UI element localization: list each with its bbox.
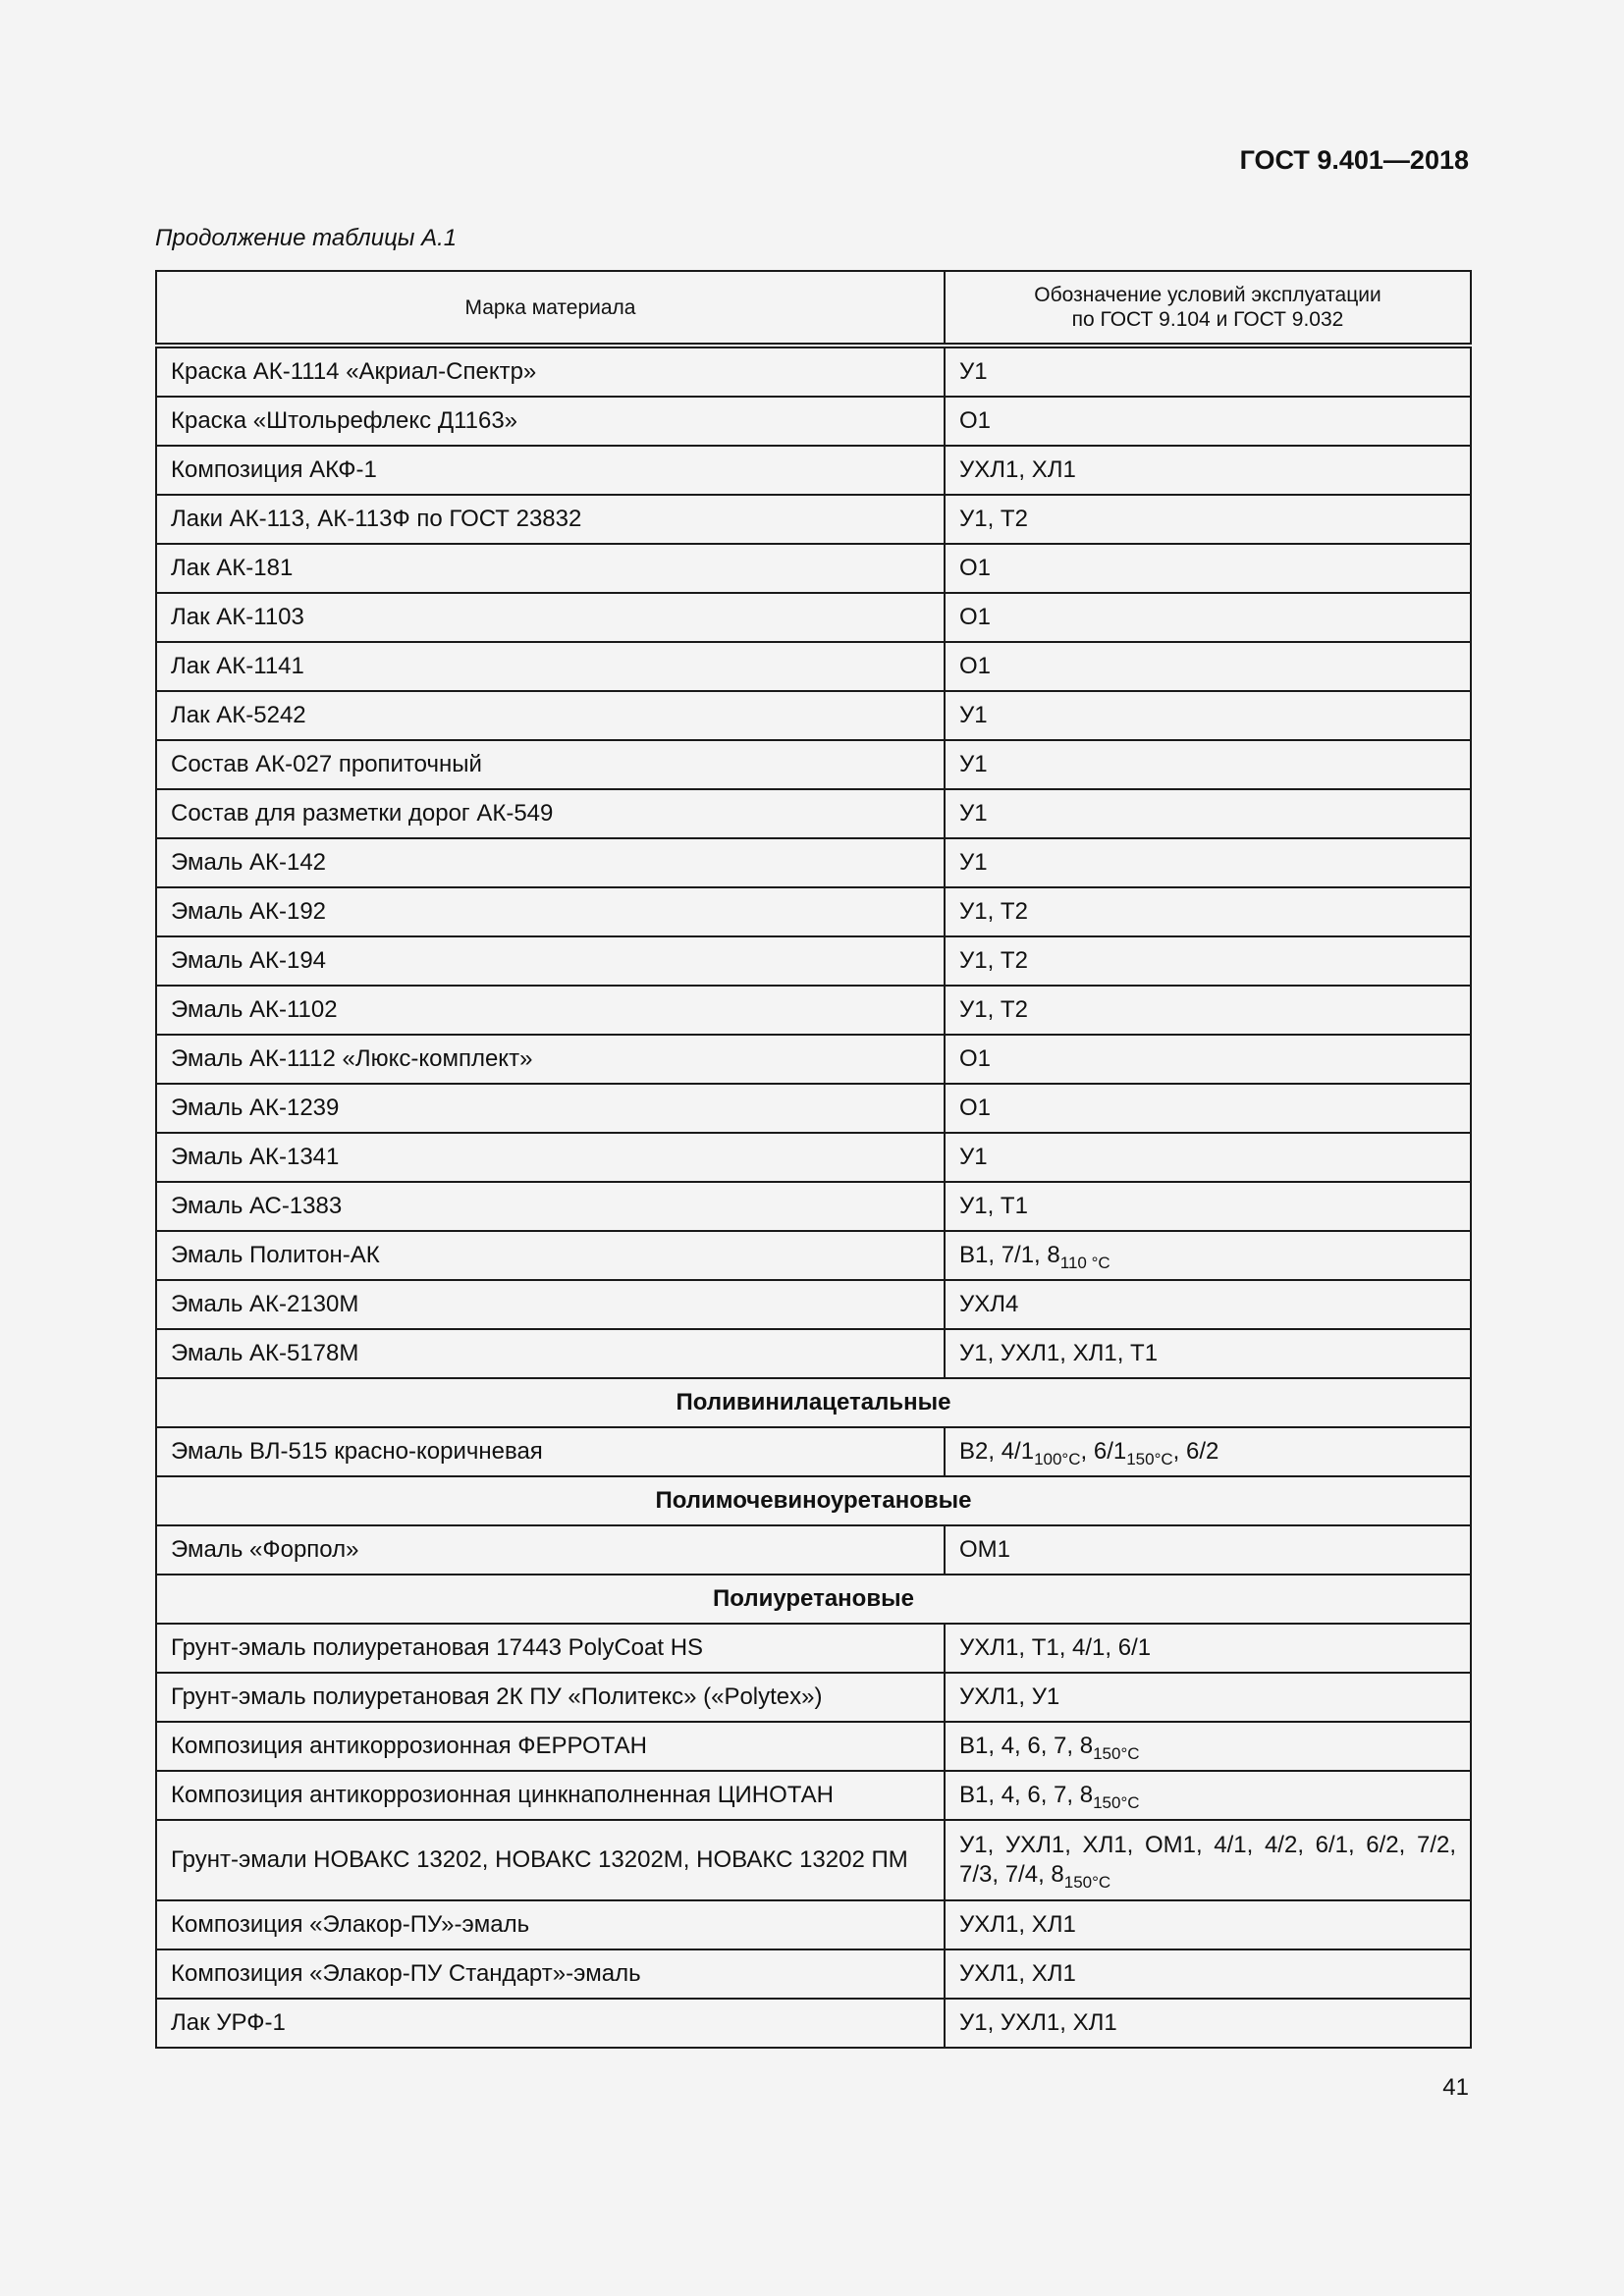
table-row	[156, 397, 1471, 446]
conditions-cell	[945, 1427, 1471, 1476]
table-row	[156, 1329, 1471, 1378]
material-cell: Лак АК-1141	[156, 642, 945, 691]
column-header-material: Марка материала	[156, 271, 945, 346]
conditions-cell	[945, 1771, 1471, 1820]
conditions-cell	[945, 642, 1471, 691]
condition-text: О1	[959, 653, 992, 679]
conditions-cell	[945, 838, 1471, 887]
conditions-cell	[945, 1182, 1471, 1231]
material-cell: Эмаль АК-194	[156, 936, 945, 986]
material-cell: Эмаль Политон-АК	[156, 1231, 945, 1280]
table-row	[156, 593, 1471, 642]
condition-text: В1, 4, 6, 7, 8	[959, 1782, 1094, 1808]
material-cell: Композиция антикоррозионная ФЕРРОТАН	[156, 1722, 945, 1771]
table-row	[156, 838, 1471, 887]
conditions-cell	[945, 1900, 1471, 1949]
conditions-cell	[945, 1673, 1471, 1722]
condition-text: УХЛ1, У1	[959, 1683, 1060, 1710]
material-cell: Краска АК-1114 «Акриал-Спектр»	[156, 346, 945, 397]
table-row	[156, 1231, 1471, 1280]
condition-subscript: 150°С	[1063, 1873, 1111, 1892]
table-row	[156, 986, 1471, 1035]
material-cell: Состав для разметки дорог АК-549	[156, 789, 945, 838]
table-row	[156, 1280, 1471, 1329]
conditions-cell	[945, 936, 1471, 986]
conditions-cell	[945, 1084, 1471, 1133]
material-cell: Краска «Штольрефлекс Д1163»	[156, 397, 945, 446]
material-cell: Эмаль ВЛ-515 красно-коричневая	[156, 1427, 945, 1476]
condition-subscript: 150°С	[1126, 1450, 1173, 1468]
group-heading: Полиуретановые	[156, 1575, 1471, 1624]
material-cell: Эмаль «Форпол»	[156, 1525, 945, 1575]
conditions-cell	[945, 397, 1471, 446]
table-row	[156, 1624, 1471, 1673]
condition-text: У1, УХЛ1, ХЛ1	[959, 2009, 1117, 2036]
material-cell: Лак УРФ-1	[156, 1999, 945, 2048]
table-row	[156, 936, 1471, 986]
conditions-cell	[945, 1280, 1471, 1329]
material-cell: Лак АК-181	[156, 544, 945, 593]
material-cell: Эмаль АК-1341	[156, 1133, 945, 1182]
conditions-cell	[945, 1820, 1471, 1900]
table-caption: Продолжение таблицы А.1	[155, 225, 458, 251]
conditions-cell	[945, 1231, 1471, 1280]
group-heading: Полимочевиноуретановые	[156, 1476, 1471, 1525]
table-row	[156, 1427, 1471, 1476]
condition-text: У1	[959, 849, 988, 876]
material-cell: Состав АК-027 пропиточный	[156, 740, 945, 789]
condition-text: В2, 4/1	[959, 1438, 1035, 1465]
material-cell: Лак АК-5242	[156, 691, 945, 740]
table-row	[156, 1820, 1471, 1900]
conditions-cell	[945, 1949, 1471, 1999]
table-row	[156, 1084, 1471, 1133]
condition-text: У1	[959, 358, 988, 385]
conditions-cell	[945, 1329, 1471, 1378]
material-cell: Эмаль АК-1102	[156, 986, 945, 1035]
condition-text: О1	[959, 604, 992, 630]
conditions-cell	[945, 740, 1471, 789]
condition-subscript: 110 °С	[1059, 1254, 1110, 1272]
conditions-cell	[945, 1624, 1471, 1673]
condition-text: УХЛ1, ХЛ1	[959, 1960, 1076, 1987]
condition-subscript: 150°С	[1093, 1793, 1140, 1812]
column-header-conditions	[945, 271, 1471, 346]
material-cell: Композиция «Элакор-ПУ»-эмаль	[156, 1900, 945, 1949]
condition-text: О1	[959, 1095, 992, 1121]
table-row	[156, 446, 1471, 495]
table-row	[156, 1949, 1471, 1999]
condition-text: У1, Т1	[959, 1193, 1028, 1219]
conditions-cell	[945, 1035, 1471, 1084]
table-body	[156, 346, 1471, 2048]
condition-text: У1	[959, 1144, 988, 1170]
table-row	[156, 1722, 1471, 1771]
table-row	[156, 1525, 1471, 1575]
condition-text: УХЛ1, ХЛ1	[959, 1911, 1076, 1938]
condition-text: У1, УХЛ1, ХЛ1, ОМ1, 4/1, 4/2, 6/1, 6/2, 7/2, 7/3, 7/4, 8	[959, 1832, 1456, 1888]
conditions-cell	[945, 986, 1471, 1035]
conditions-cell	[945, 1999, 1471, 2048]
condition-text: В1, 7/1, 8	[959, 1242, 1060, 1268]
table-row	[156, 1771, 1471, 1820]
materials-table	[155, 270, 1472, 2049]
condition-text: У1	[959, 751, 988, 777]
condition-text: У1	[959, 800, 988, 827]
material-cell: Эмаль АК-2130М	[156, 1280, 945, 1329]
condition-text: О1	[959, 407, 992, 434]
table-row	[156, 789, 1471, 838]
material-cell: Композиция антикоррозионная цинкнаполненная ЦИНОТАН	[156, 1771, 945, 1820]
material-cell: Эмаль АК-142	[156, 838, 945, 887]
condition-text: У1, Т2	[959, 506, 1028, 532]
table-row	[156, 1673, 1471, 1722]
conditions-cell	[945, 691, 1471, 740]
condition-text: У1, Т2	[959, 898, 1028, 925]
condition-text: У1, Т2	[959, 996, 1028, 1023]
table-row	[156, 1999, 1471, 2048]
condition-text: О1	[959, 555, 992, 581]
conditions-cell	[945, 887, 1471, 936]
material-cell: Эмаль АК-5178М	[156, 1329, 945, 1378]
condition-text: О1	[959, 1045, 992, 1072]
material-cell: Композиция АКФ-1	[156, 446, 945, 495]
column-header-conditions-line: по ГОСТ 9.104 и ГОСТ 9.032	[1071, 308, 1344, 331]
conditions-cell	[945, 544, 1471, 593]
table-group-row	[156, 1378, 1471, 1427]
conditions-cell	[945, 1133, 1471, 1182]
condition-subscript: 150°С	[1093, 1744, 1140, 1763]
conditions-cell	[945, 346, 1471, 397]
material-cell: Эмаль АК-192	[156, 887, 945, 936]
table-group-row	[156, 1575, 1471, 1624]
condition-text: ОМ1	[959, 1536, 1011, 1563]
condition-text: , 6/1	[1080, 1438, 1127, 1465]
material-cell: Эмаль АС-1383	[156, 1182, 945, 1231]
conditions-cell	[945, 789, 1471, 838]
material-cell: Лак АК-1103	[156, 593, 945, 642]
material-cell: Эмаль АК-1112 «Люкс-комплект»	[156, 1035, 945, 1084]
conditions-cell	[945, 495, 1471, 544]
condition-subscript: 100°С	[1034, 1450, 1081, 1468]
condition-text: У1	[959, 702, 988, 728]
table-row	[156, 544, 1471, 593]
page-number: 41	[1442, 2074, 1469, 2101]
condition-text: УХЛ1, ХЛ1	[959, 456, 1076, 483]
table-row	[156, 1900, 1471, 1949]
table-group-row	[156, 1476, 1471, 1525]
document-code: ГОСТ 9.401—2018	[1239, 145, 1469, 175]
material-cell: Грунт-эмали НОВАКС 13202, НОВАКС 13202М, НОВАКС 13202 ПМ	[156, 1820, 945, 1900]
condition-text: УХЛ4	[959, 1291, 1019, 1317]
condition-text: , 6/2	[1172, 1438, 1219, 1465]
table-row	[156, 495, 1471, 544]
table-row	[156, 691, 1471, 740]
conditions-cell	[945, 593, 1471, 642]
conditions-cell	[945, 1722, 1471, 1771]
condition-text: У1, УХЛ1, ХЛ1, Т1	[959, 1340, 1159, 1366]
condition-text: УХЛ1, Т1, 4/1, 6/1	[959, 1634, 1152, 1661]
table-row	[156, 1035, 1471, 1084]
table-row	[156, 1182, 1471, 1231]
conditions-cell	[945, 446, 1471, 495]
material-cell: Лаки АК-113, АК-113Ф по ГОСТ 23832	[156, 495, 945, 544]
table-row	[156, 1133, 1471, 1182]
material-cell: Грунт-эмаль полиуретановая 17443 PolyCoat HS	[156, 1624, 945, 1673]
condition-text: В1, 4, 6, 7, 8	[959, 1733, 1094, 1759]
table-row	[156, 887, 1471, 936]
table-header-row	[156, 271, 1471, 346]
conditions-cell	[945, 1525, 1471, 1575]
table-row	[156, 740, 1471, 789]
group-heading: Поливинилацетальные	[156, 1378, 1471, 1427]
column-header-conditions-line: Обозначение условий эксплуатации	[1034, 284, 1381, 306]
material-cell: Композиция «Элакор-ПУ Стандарт»-эмаль	[156, 1949, 945, 1999]
material-cell: Грунт-эмаль полиуретановая 2К ПУ «Политекс» («Polytex»)	[156, 1673, 945, 1722]
material-cell: Эмаль АК-1239	[156, 1084, 945, 1133]
condition-text: У1, Т2	[959, 947, 1028, 974]
table-row	[156, 346, 1471, 397]
table-row	[156, 642, 1471, 691]
